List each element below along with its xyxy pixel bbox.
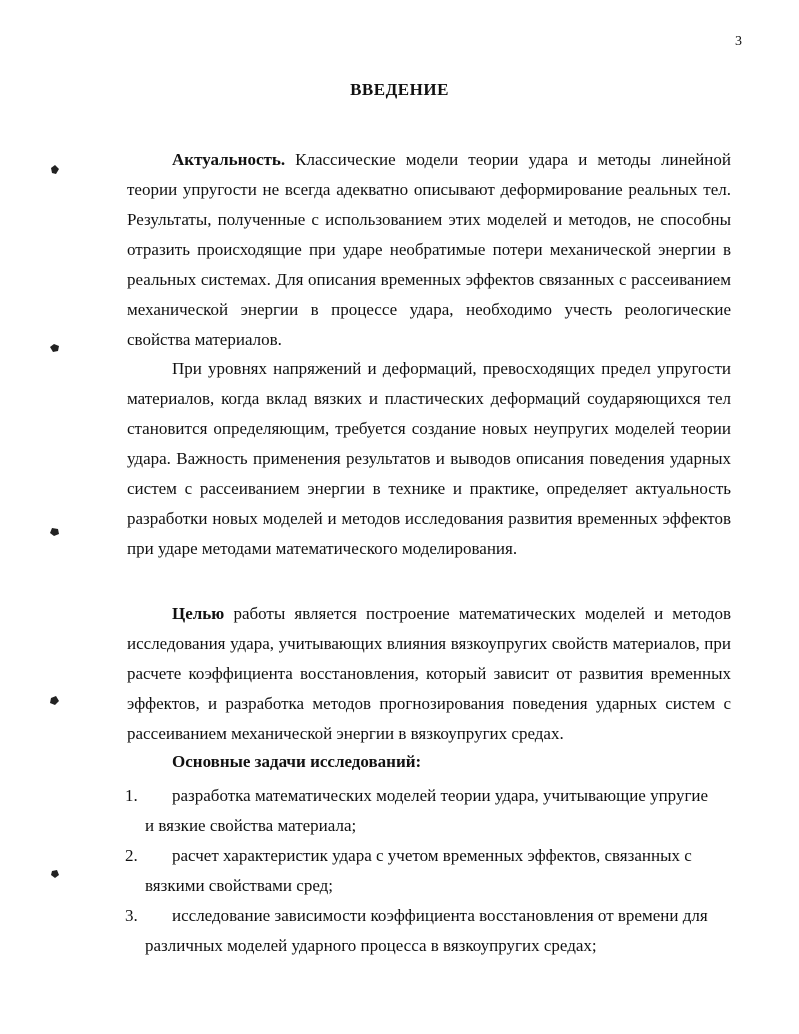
task-number: 2. — [125, 846, 138, 865]
paragraph-goal — [127, 599, 731, 749]
punch-hole-mark — [50, 527, 60, 537]
task-item-3 — [125, 901, 732, 961]
paragraph-relevance — [127, 145, 731, 355]
paragraph-levels — [127, 354, 731, 564]
tasks-heading: Основные задачи исследований: — [172, 752, 422, 771]
relevance-label: Актуальность. — [172, 150, 286, 169]
relevance-text: Классические модели теории удара и методы линейной теории упругости не всегда адекватно описывают деформирование реальных тел. Результаты, полученные с использованием этих моделей и методов, не способны отразить происходящие при ударе необратимые потери механической энергии в реальных системах. Для описания временных эффектов связанных с рассеиванием механической энергии в процессе удара, необходимо учесть реологические свойства материалов. — [127, 150, 731, 349]
goal-label: Целью — [172, 604, 225, 623]
page-number: 3 — [735, 34, 742, 49]
task-text-first-line: расчет характеристик удара с учетом временных эффектов, связанных с — [172, 846, 692, 865]
task-text-first-line: исследование зависимости коэффициента восстановления от времени для — [172, 906, 708, 925]
task-text-continuation: различных моделей ударного процесса в вязкоупругих средах; — [145, 936, 597, 955]
task-text-first-line: разработка математических моделей теории удара, учитывающие упругие — [172, 786, 709, 805]
punch-hole-mark — [50, 343, 60, 353]
punch-hole-mark — [50, 696, 60, 706]
page-title: ВВЕДЕНИЕ — [350, 80, 449, 99]
task-number: 3. — [125, 906, 138, 925]
task-item-1 — [125, 781, 732, 841]
task-text-continuation: и вязкие свойства материала; — [145, 816, 357, 835]
paragraph-levels-text: При уровнях напряжений и деформаций, превосходящих предел упругости материалов, когда вклад вязких и пластических деформаций соударяющихся тел становится определяющим, требуется создание новых неупругих моделей теории удара. Важность применения результатов и выводов описания поведения ударных систем с рассеиванием энергии в технике и практике, определяет актуальность разработки новых моделей и методов исследования развития временных эффектов при ударе методами математического моделирования. — [127, 359, 731, 558]
punch-hole-mark — [50, 165, 60, 175]
goal-text: работы является построение математических моделей и методов исследования удара, учитывающих влияния вязкоупругих свойств материалов, при расчете коэффициента восстановления, который зависит от развития временных эффектов, и разработка методов прогнозирования поведения ударных систем с рассеиванием механической энергии в вязкоупругих средах. — [127, 604, 732, 743]
task-item-2 — [125, 841, 732, 901]
task-text-continuation: вязкими свойствами сред; — [145, 876, 334, 895]
task-number: 1. — [125, 786, 138, 805]
punch-hole-mark — [50, 869, 60, 879]
